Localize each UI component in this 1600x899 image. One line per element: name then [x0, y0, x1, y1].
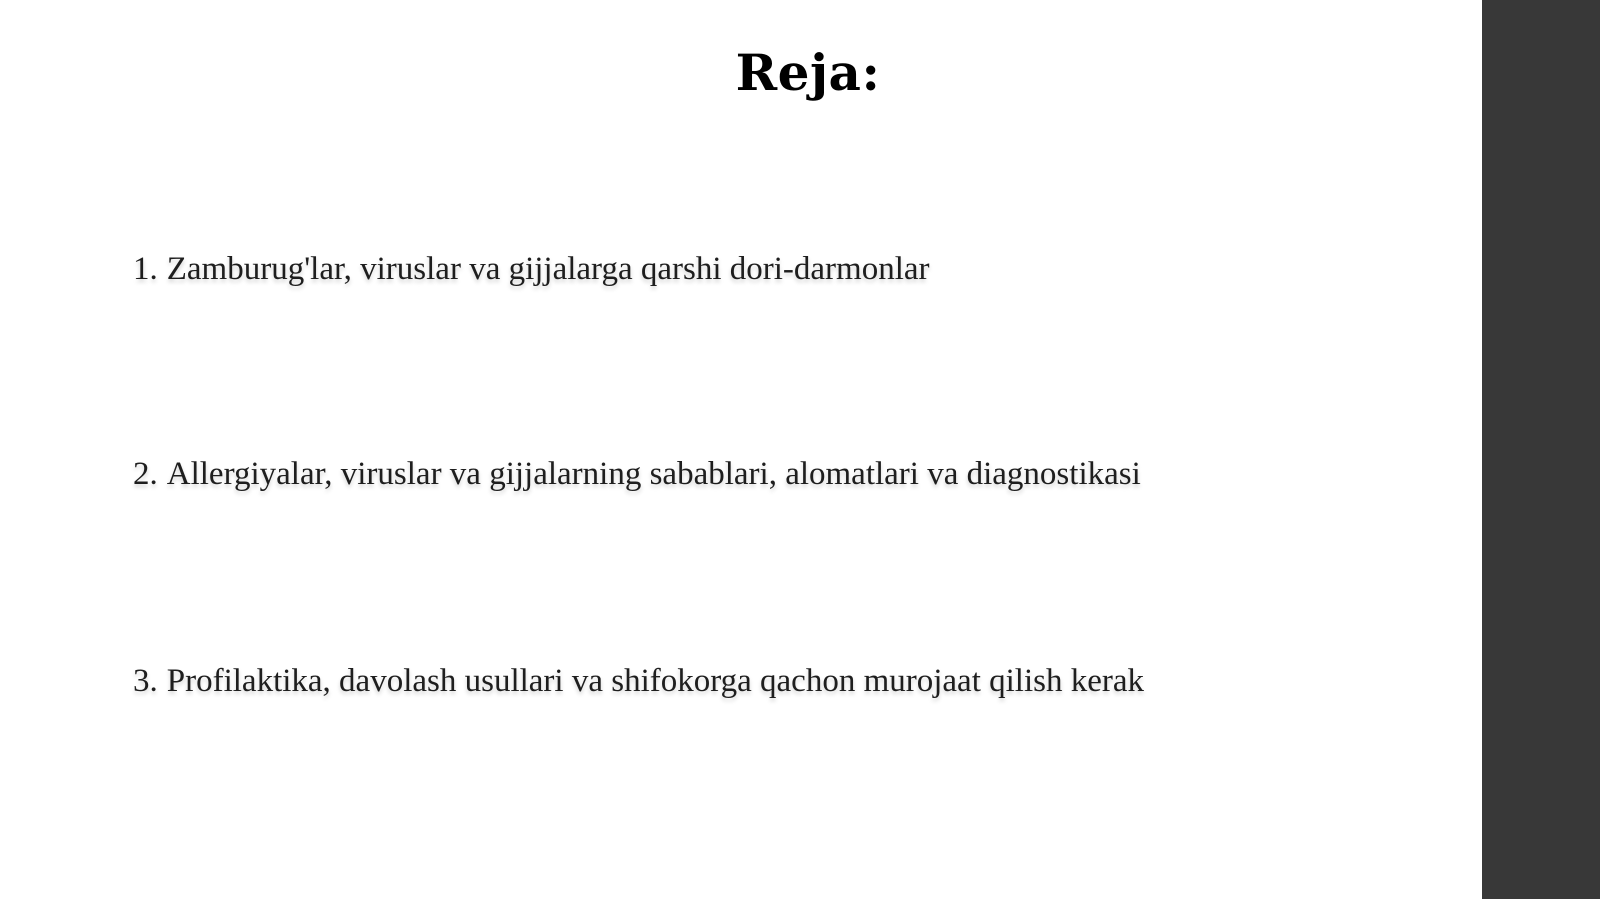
plan-item-3: [133, 659, 1144, 703]
plan-item-text: Profilaktika, davolash usullari va shifokorga qachon murojaat qilish kerak: [166, 663, 1144, 699]
plan-item-text: Allergiyalar, viruslar va gijjalarning sabablari, alomatlari va diagnostikasi: [166, 456, 1141, 492]
plan-item-text: Zamburug'lar, viruslar va gijjalarga qarshi dori-darmonlar: [166, 251, 930, 287]
slide-title: Reja:: [735, 43, 881, 102]
plan-item-number: 1.: [133, 251, 158, 287]
plan-item-2: [133, 452, 1141, 496]
plan-item-number: 3.: [133, 663, 158, 699]
side-panel-band: [1482, 0, 1600, 899]
plan-item-number: 2.: [133, 456, 158, 492]
plan-item-1: [133, 247, 930, 291]
